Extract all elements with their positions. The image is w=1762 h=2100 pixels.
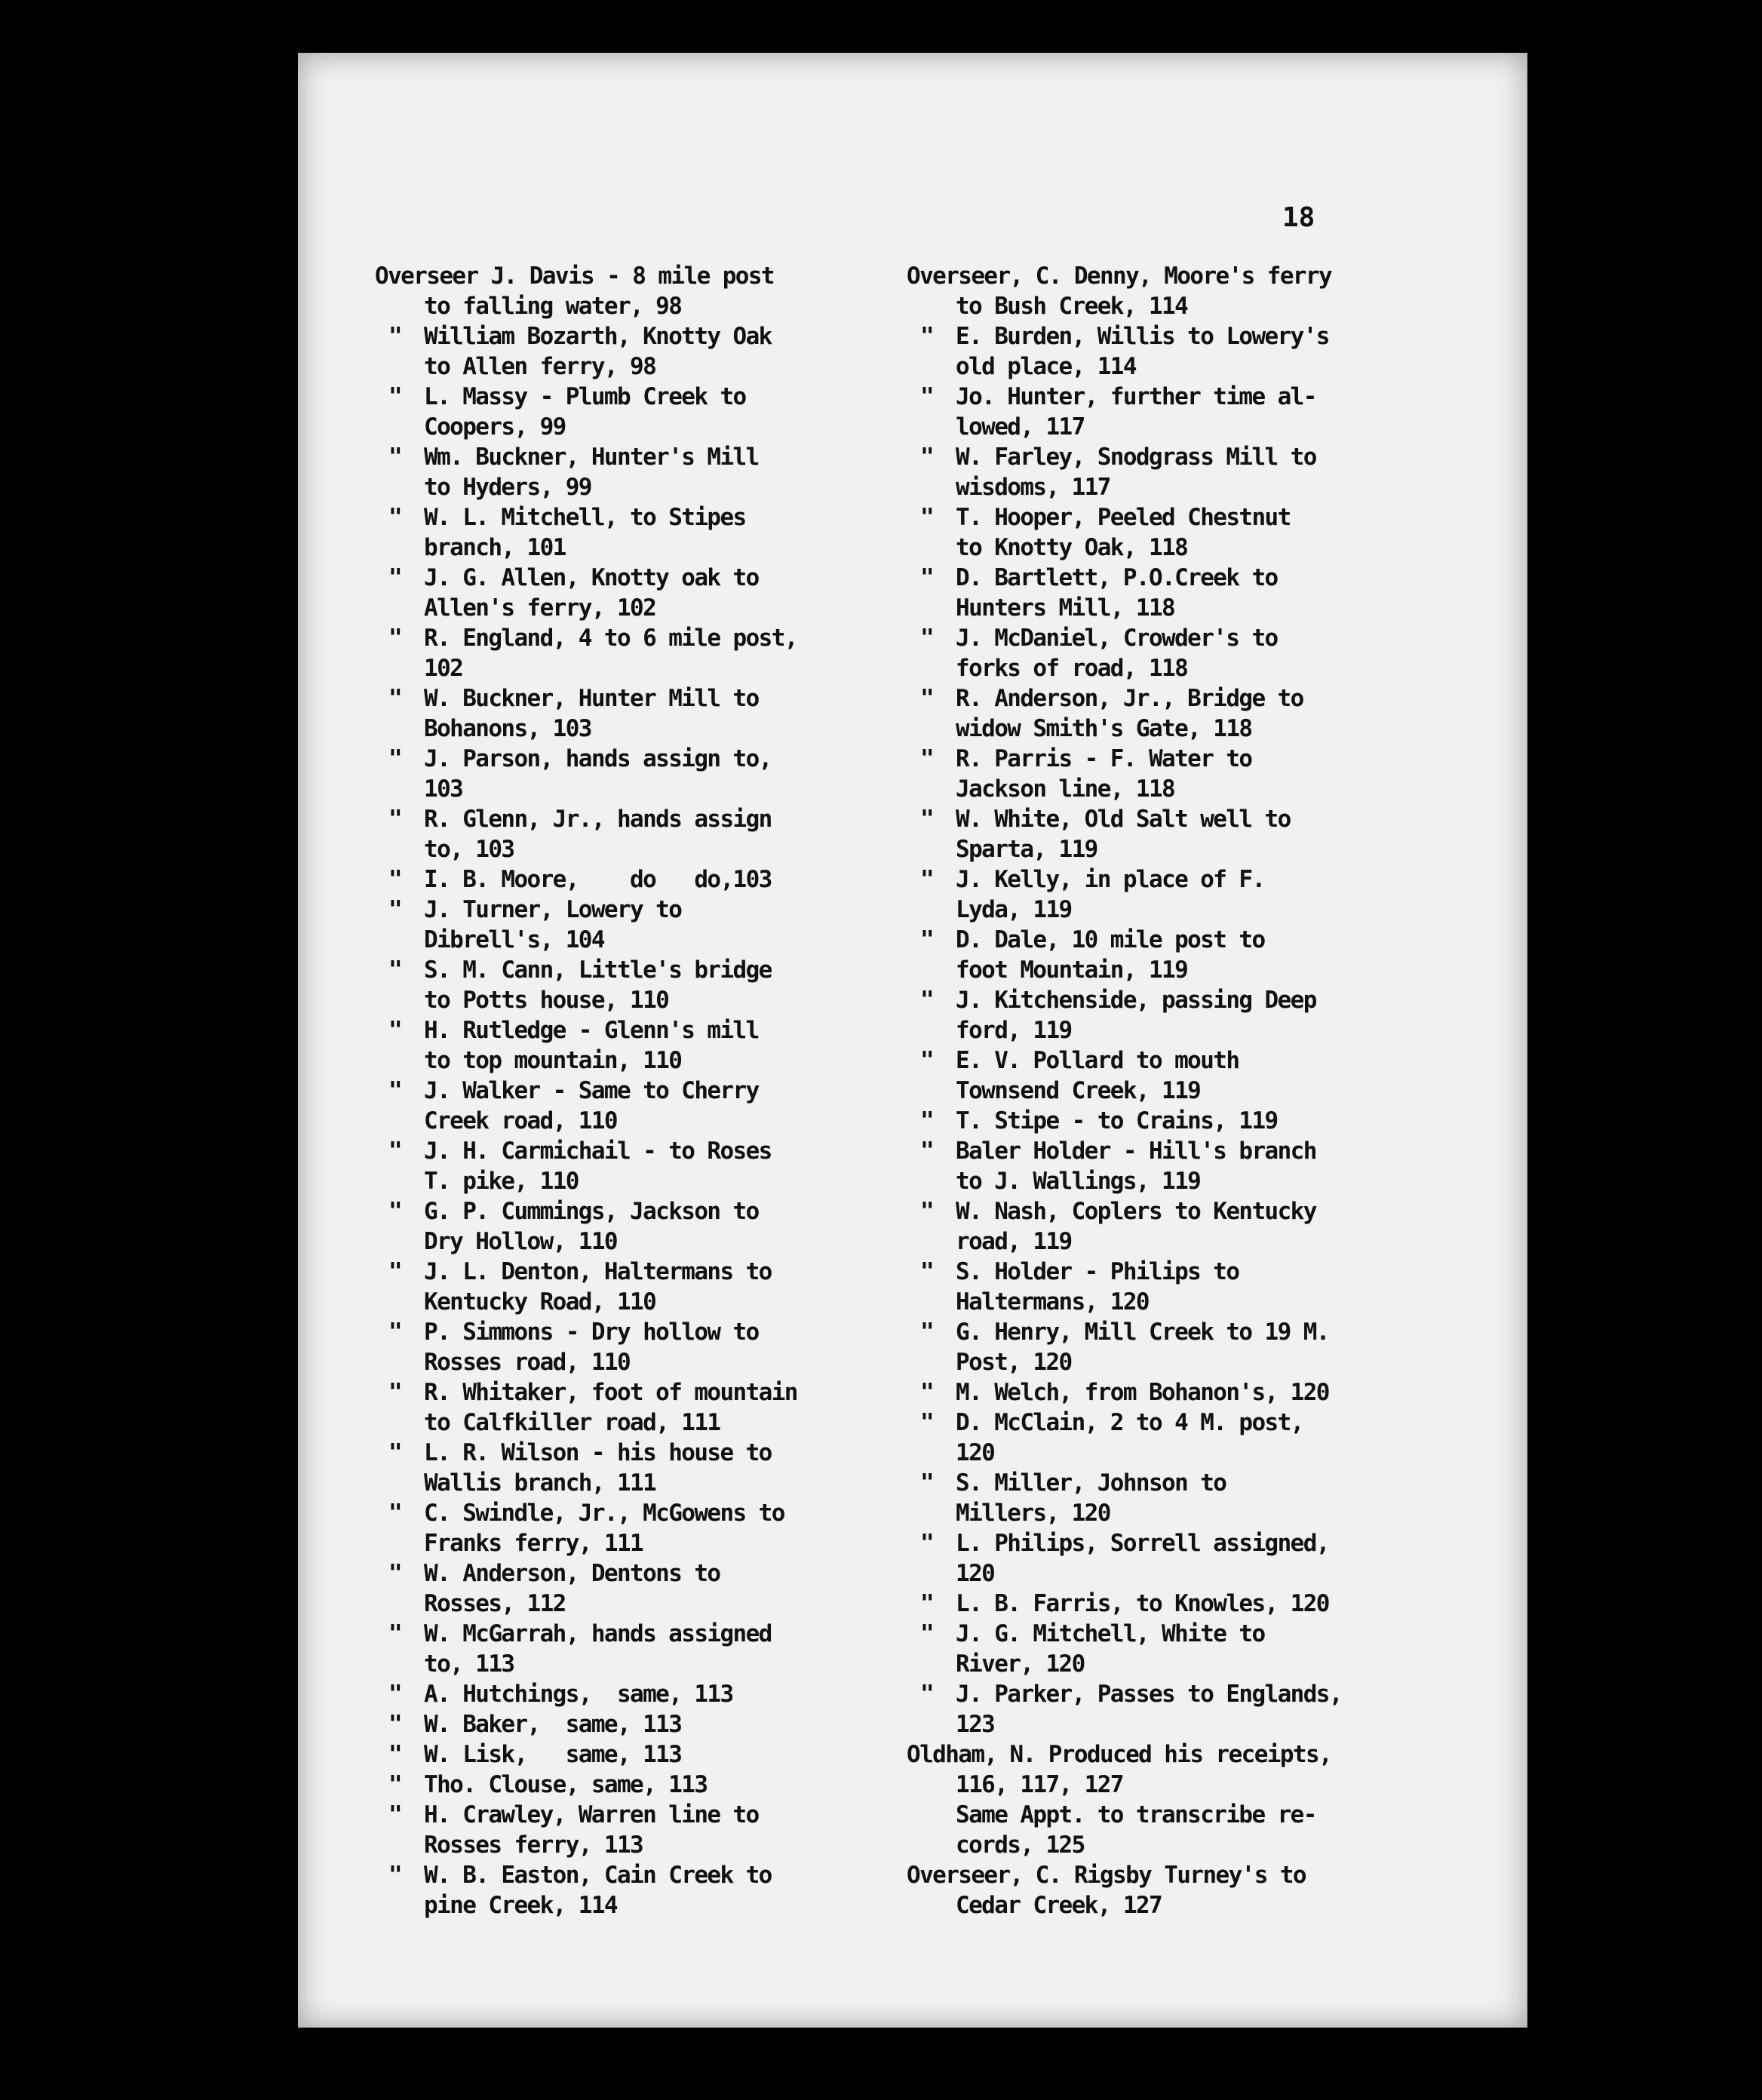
index-entry	[375, 1438, 858, 1498]
ditto-mark: "	[388, 745, 402, 772]
entry-line: to Bush Creek, 114	[956, 293, 1188, 320]
entry-line: G. Henry, Mill Creek to 19 M.	[956, 1319, 1329, 1346]
ditto-mark: "	[920, 745, 934, 772]
index-entry	[375, 1498, 858, 1558]
ditto-mark: "	[388, 1711, 402, 1738]
entry-line: to, 103	[424, 836, 514, 863]
entry-line: Cedar Creek, 127	[956, 1892, 1162, 1919]
index-entry	[375, 955, 858, 1015]
ditto-mark: "	[920, 1107, 934, 1134]
index-entry	[375, 804, 858, 864]
index-entry	[907, 502, 1389, 563]
index-entry	[907, 1619, 1389, 1679]
index-entry	[375, 895, 858, 955]
entry-line: Allen's ferry, 102	[424, 594, 656, 622]
entry-line: I. B. Moore, do do,103	[424, 866, 772, 893]
entry-line: Wallis branch, 111	[424, 1469, 656, 1497]
entry-line: to Potts house, 110	[424, 987, 669, 1014]
index-entry	[375, 1619, 858, 1679]
entry-line: R. Anderson, Jr., Bridge to	[956, 685, 1303, 712]
ditto-mark: "	[920, 866, 934, 893]
right-column	[907, 261, 1389, 1920]
entry-line: Jo. Hunter, further time al-	[956, 383, 1316, 410]
index-entry	[907, 1317, 1389, 1377]
ditto-mark: "	[388, 1379, 402, 1406]
index-entry	[907, 683, 1389, 744]
index-entry	[907, 1589, 1389, 1619]
index-entry	[375, 623, 858, 683]
entry-line: T. pike, 110	[424, 1168, 579, 1195]
entry-line: to falling water, 98	[424, 293, 682, 320]
entry-line: D. Dale, 10 mile post to	[956, 926, 1265, 953]
entry-line: branch, 101	[424, 534, 566, 561]
entry-line: J. G. Mitchell, White to	[956, 1620, 1265, 1647]
entry-line: T. Stipe - to Crains, 119	[956, 1107, 1278, 1134]
ditto-mark: "	[920, 564, 934, 591]
entry-line: S. Holder - Philips to	[956, 1258, 1239, 1285]
index-entry	[907, 1468, 1389, 1528]
entry-line: to, 113	[424, 1650, 514, 1678]
index-entry	[375, 1015, 858, 1076]
index-entry	[375, 744, 858, 804]
left-column	[375, 261, 858, 1920]
entry-line: R. Glenn, Jr., hands assign	[424, 806, 772, 833]
index-entry	[907, 261, 1389, 321]
index-entry	[907, 1045, 1389, 1106]
ditto-mark: "	[920, 1530, 934, 1557]
entry-line: R. Whitaker, foot of mountain	[424, 1379, 797, 1406]
entry-line: Hunters Mill, 118	[956, 594, 1175, 622]
entry-line: ford, 119	[956, 1017, 1072, 1044]
entry-line: Haltermans, 120	[956, 1288, 1149, 1316]
ditto-mark: "	[388, 1017, 402, 1044]
entry-line: 103	[424, 775, 463, 803]
entry-line: Rosses road, 110	[424, 1349, 631, 1376]
entry-line: Baler Holder - Hill's branch	[956, 1138, 1316, 1165]
index-entry	[375, 502, 858, 563]
ditto-mark: "	[388, 1801, 402, 1828]
entry-line: Franks ferry, 111	[424, 1530, 643, 1557]
index-entry	[907, 442, 1389, 502]
ditto-mark: "	[920, 1620, 934, 1647]
ditto-mark: "	[388, 1620, 402, 1647]
ditto-mark: "	[920, 1047, 934, 1074]
ditto-mark: "	[920, 504, 934, 531]
ditto-mark: "	[920, 444, 934, 471]
ditto-mark: "	[920, 625, 934, 652]
ditto-mark: "	[388, 504, 402, 531]
ditto-mark: "	[388, 1198, 402, 1225]
entry-line: L. Philips, Sorrell assigned,	[956, 1530, 1329, 1557]
entry-line: L. B. Farris, to Knowles, 120	[956, 1590, 1329, 1617]
entry-line: Same Appt. to transcribe re-	[956, 1801, 1316, 1828]
ditto-mark: "	[388, 1319, 402, 1346]
entry-line: W. Lisk, same, 113	[424, 1741, 682, 1768]
ditto-mark: "	[388, 1771, 402, 1798]
ditto-mark: "	[388, 444, 402, 471]
entry-line: L. Massy - Plumb Creek to	[424, 383, 746, 410]
entry-line: to Calfkiller road, 111	[424, 1409, 720, 1436]
index-entry	[375, 1196, 858, 1257]
ditto-mark: "	[388, 1560, 402, 1587]
ditto-mark: "	[388, 1741, 402, 1768]
entry-line: Overseer J. Davis - 8 mile post	[375, 262, 774, 290]
index-entry	[907, 804, 1389, 864]
entry-line: W. Nash, Coplers to Kentucky	[956, 1198, 1316, 1225]
ditto-mark: "	[920, 323, 934, 350]
entry-line: Tho. Clouse, same, 113	[424, 1771, 708, 1798]
index-entry	[375, 321, 858, 382]
page-number: 18	[1282, 202, 1315, 233]
entry-line: H. Crawley, Warren line to	[424, 1801, 759, 1828]
entry-line: Dibrell's, 104	[424, 926, 604, 953]
entry-line: Rosses ferry, 113	[424, 1831, 643, 1859]
ditto-mark: "	[388, 1439, 402, 1466]
index-entry	[907, 1408, 1389, 1468]
index-entry	[907, 1106, 1389, 1136]
entry-line: road, 119	[956, 1228, 1072, 1255]
entry-line: J. Kelly, in place of F.	[956, 866, 1265, 893]
entry-line: William Bozarth, Knotty Oak	[424, 323, 772, 350]
ditto-mark: "	[388, 806, 402, 833]
entry-line: widow Smith's Gate, 118	[956, 715, 1252, 742]
entry-line: Millers, 120	[956, 1500, 1110, 1527]
ditto-mark: "	[388, 1681, 402, 1708]
entry-line: E. V. Pollard to mouth	[956, 1047, 1239, 1074]
index-entry	[907, 1860, 1389, 1920]
entry-line: J. Kitchenside, passing Deep	[956, 987, 1316, 1014]
entry-line: old place, 114	[956, 353, 1136, 380]
entry-line: 120	[956, 1439, 995, 1466]
entry-line: Post, 120	[956, 1349, 1072, 1376]
entry-line: Creek road, 110	[424, 1107, 617, 1134]
entry-line: W. Anderson, Dentons to	[424, 1560, 720, 1587]
entry-line: Dry Hollow, 110	[424, 1228, 617, 1255]
entry-line: W. B. Easton, Cain Creek to	[424, 1862, 772, 1889]
ditto-mark: "	[920, 1681, 934, 1708]
entry-line: J. Parker, Passes to Englands,	[956, 1681, 1342, 1708]
entry-line: pine Creek, 114	[424, 1892, 617, 1919]
entry-line: 120	[956, 1560, 995, 1587]
entry-line: J. L. Denton, Haltermans to	[424, 1258, 772, 1285]
entry-line: Jackson line, 118	[956, 775, 1175, 803]
index-entry	[375, 1860, 858, 1920]
entry-line: P. Simmons - Dry hollow to	[424, 1319, 759, 1346]
ditto-mark: "	[388, 1138, 402, 1165]
index-entry	[375, 1136, 858, 1196]
entry-line: Rosses, 112	[424, 1590, 566, 1617]
entry-line: to Knotty Oak, 118	[956, 534, 1188, 561]
entry-line: River, 120	[956, 1650, 1085, 1678]
entry-line: R. Parris - F. Water to	[956, 745, 1252, 772]
entry-line: W. White, Old Salt well to	[956, 806, 1291, 833]
entry-line: D. Bartlett, P.O.Creek to	[956, 564, 1278, 591]
entry-line: Townsend Creek, 119	[956, 1077, 1201, 1104]
index-entry	[907, 382, 1389, 442]
entry-line: J. Walker - Same to Cherry	[424, 1077, 759, 1104]
ditto-mark: "	[920, 1469, 934, 1497]
entry-line: W. Baker, same, 113	[424, 1711, 682, 1738]
index-entry	[907, 563, 1389, 623]
index-entry	[907, 985, 1389, 1045]
index-entry	[375, 1317, 858, 1377]
index-entry	[375, 1770, 858, 1800]
entry-line: R. England, 4 to 6 mile post,	[424, 625, 797, 652]
entry-line: 123	[956, 1711, 995, 1738]
entry-line: to Allen ferry, 98	[424, 353, 656, 380]
entry-line: G. P. Cummings, Jackson to	[424, 1198, 759, 1225]
ditto-mark: "	[920, 1409, 934, 1436]
index-entry	[375, 1076, 858, 1136]
index-entry	[907, 321, 1389, 382]
entry-line: cords, 125	[956, 1831, 1085, 1859]
ditto-mark: "	[388, 1862, 402, 1889]
index-entry	[907, 1136, 1389, 1196]
entry-line: L. R. Wilson - his house to	[424, 1439, 772, 1466]
ditto-mark: "	[388, 323, 402, 350]
index-entry	[907, 1257, 1389, 1317]
entry-line: 102	[424, 655, 463, 682]
index-entry	[375, 1377, 858, 1438]
ditto-mark: "	[388, 383, 402, 410]
ditto-mark: "	[920, 1319, 934, 1346]
ditto-mark: "	[920, 685, 934, 712]
index-entry	[907, 1679, 1389, 1739]
ditto-mark: "	[920, 383, 934, 410]
ditto-mark: "	[388, 625, 402, 652]
entry-line: to top mountain, 110	[424, 1047, 682, 1074]
ditto-mark: "	[388, 1500, 402, 1527]
entry-line: to Hyders, 99	[424, 474, 591, 501]
index-entry	[907, 1800, 1389, 1860]
index-entry	[907, 1377, 1389, 1408]
ditto-mark: "	[388, 685, 402, 712]
index-entry	[375, 1257, 858, 1317]
index-entry	[375, 442, 858, 502]
entry-line: D. McClain, 2 to 4 M. post,	[956, 1409, 1303, 1436]
index-entry	[907, 1196, 1389, 1257]
ditto-mark: "	[920, 1379, 934, 1406]
entry-line: Oldham, N. Produced his receipts,	[907, 1741, 1332, 1768]
index-entry	[375, 1709, 858, 1739]
entry-line: Lyda, 119	[956, 896, 1072, 923]
entry-line: Wm. Buckner, Hunter's Mill	[424, 444, 759, 471]
ditto-mark: "	[388, 564, 402, 591]
entry-line: to J. Wallings, 119	[956, 1168, 1201, 1195]
entry-line: wisdoms, 117	[956, 474, 1110, 501]
entry-line: Overseer, C. Rigsby Turney's to	[907, 1862, 1306, 1889]
ditto-mark: "	[920, 926, 934, 953]
ditto-mark: "	[920, 1590, 934, 1617]
entry-line: 116, 117, 127	[956, 1771, 1123, 1798]
entry-line: W. Buckner, Hunter Mill to	[424, 685, 759, 712]
entry-line: J. McDaniel, Crowder's to	[956, 625, 1278, 652]
entry-line: lowed, 117	[956, 413, 1085, 441]
entry-line: J. Parson, hands assign to,	[424, 745, 772, 772]
entry-line: foot Mountain, 119	[956, 956, 1188, 984]
index-entry	[375, 864, 858, 895]
entry-line: T. Hooper, Peeled Chestnut	[956, 504, 1291, 531]
ditto-mark: "	[388, 1077, 402, 1104]
index-entry	[907, 1528, 1389, 1589]
entry-line: J. Turner, Lowery to	[424, 896, 682, 923]
index-entry	[375, 1558, 858, 1619]
entry-line: Sparta, 119	[956, 836, 1097, 863]
entry-line: H. Rutledge - Glenn's mill	[424, 1017, 759, 1044]
entry-line: Coopers, 99	[424, 413, 566, 441]
entry-line: Overseer, C. Denny, Moore's ferry	[907, 262, 1332, 290]
entry-line: W. Farley, Snodgrass Mill to	[956, 444, 1316, 471]
index-entry	[375, 382, 858, 442]
ditto-mark: "	[388, 956, 402, 984]
entry-line: S. M. Cann, Little's bridge	[424, 956, 772, 984]
index-entry	[907, 864, 1389, 925]
ditto-mark: "	[920, 1258, 934, 1285]
ditto-mark: "	[920, 1138, 934, 1165]
entry-line: C. Swindle, Jr., McGowens to	[424, 1500, 784, 1527]
ditto-mark: "	[388, 896, 402, 923]
index-entry	[907, 1739, 1389, 1800]
entry-line: Bohanons, 103	[424, 715, 591, 742]
entry-line: W. L. Mitchell, to Stipes	[424, 504, 746, 531]
index-entry	[375, 1739, 858, 1770]
ditto-mark: "	[388, 866, 402, 893]
entry-line: forks of road, 118	[956, 655, 1188, 682]
index-entry	[907, 744, 1389, 804]
index-entry	[375, 563, 858, 623]
index-entry	[375, 1800, 858, 1860]
entry-line: J. G. Allen, Knotty oak to	[424, 564, 759, 591]
index-entry	[907, 623, 1389, 683]
index-entry	[375, 683, 858, 744]
ditto-mark: "	[920, 1198, 934, 1225]
entry-line: Kentucky Road, 110	[424, 1288, 656, 1316]
index-entry	[907, 925, 1389, 985]
ditto-mark: "	[920, 806, 934, 833]
ditto-mark: "	[920, 987, 934, 1014]
ditto-mark: "	[388, 1258, 402, 1285]
entry-line: W. McGarrah, hands assigned	[424, 1620, 772, 1647]
entry-line: A. Hutchings, same, 113	[424, 1681, 733, 1708]
entry-line: E. Burden, Willis to Lowery's	[956, 323, 1329, 350]
index-entry	[375, 1679, 858, 1709]
entry-line: J. H. Carmichail - to Roses	[424, 1138, 772, 1165]
entry-line: M. Welch, from Bohanon's, 120	[956, 1379, 1329, 1406]
index-entry	[375, 261, 858, 321]
entry-line: S. Miller, Johnson to	[956, 1469, 1226, 1497]
